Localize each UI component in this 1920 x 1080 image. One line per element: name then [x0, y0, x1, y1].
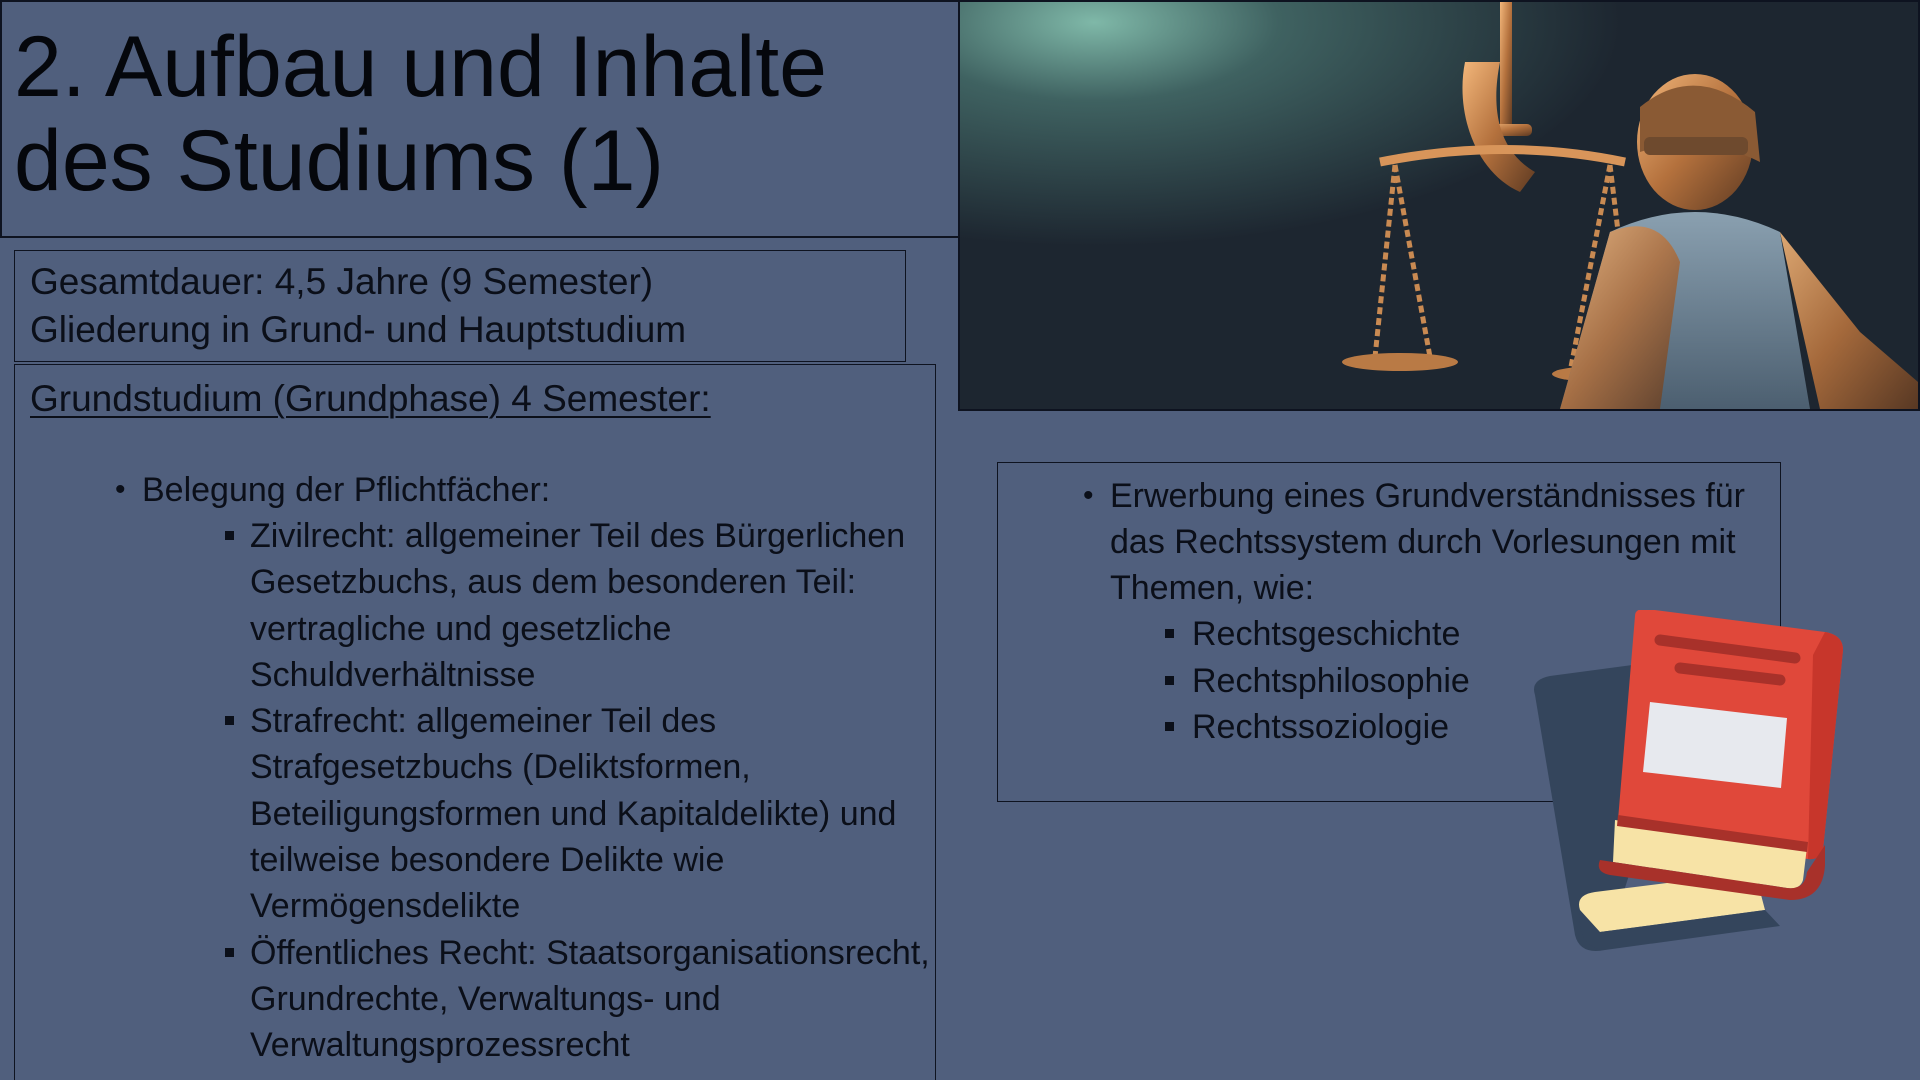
list-item-criminal-law: Strafrecht: allgemeiner Teil des Strafgesetzbuchs (Deliktsformen, Beteiligungsformen und Kapitaldelikte) und teilweise besondere Delikte wie Vermögensdelikte: [142, 698, 935, 929]
info-box: [14, 250, 906, 362]
slide-title-line-1: 2. Aufbau und Inhalte: [14, 19, 827, 115]
compulsory-subjects-list: [142, 513, 935, 1069]
list-item-legal-sociology: Rechtssoziologie: [1110, 704, 1780, 751]
grundstudium-box: [14, 364, 936, 1080]
compulsory-subjects-label: Belegung der Pflichtfächer:: [142, 471, 551, 509]
list-item-public-law: Öffentliches Recht: Staatsorganisationsrecht, Grundrechte, Verwaltungs- und Verwaltungsprozessrecht: [142, 930, 935, 1069]
slide-title: [14, 20, 958, 208]
list-item: [115, 467, 935, 1069]
title-box: [0, 0, 960, 238]
grundstudium-list: [30, 467, 935, 1069]
list-item-civil-law: Zivilrecht: allgemeiner Teil des Bürgerlichen Gesetzbuchs, aus dem besonderen Teil: vertragliche und gesetzliche Schuldverhältnisse: [142, 513, 935, 698]
basic-understanding-text: Erwerbung eines Grundverständnisses für das Rechtssystem durch Vorlesungen mit Themen, wie:: [1110, 477, 1745, 607]
structure-note: Gliederung in Grund- und Hauptstudium: [30, 309, 687, 350]
list-item-legal-philosophy: Rechtsphilosophie: [1110, 658, 1780, 705]
book-stack-icon: [1525, 610, 1875, 960]
list-item-legal-history: Rechtsgeschichte: [1110, 611, 1780, 658]
grundstudium-heading: Grundstudium (Grundphase) 4 Semester:: [30, 378, 711, 419]
justitia-statue-photo: [958, 0, 1920, 411]
slide-title-line-2: des Studiums (1): [14, 113, 665, 209]
total-duration: Gesamtdauer: 4,5 Jahre (9 Semester): [30, 261, 654, 302]
